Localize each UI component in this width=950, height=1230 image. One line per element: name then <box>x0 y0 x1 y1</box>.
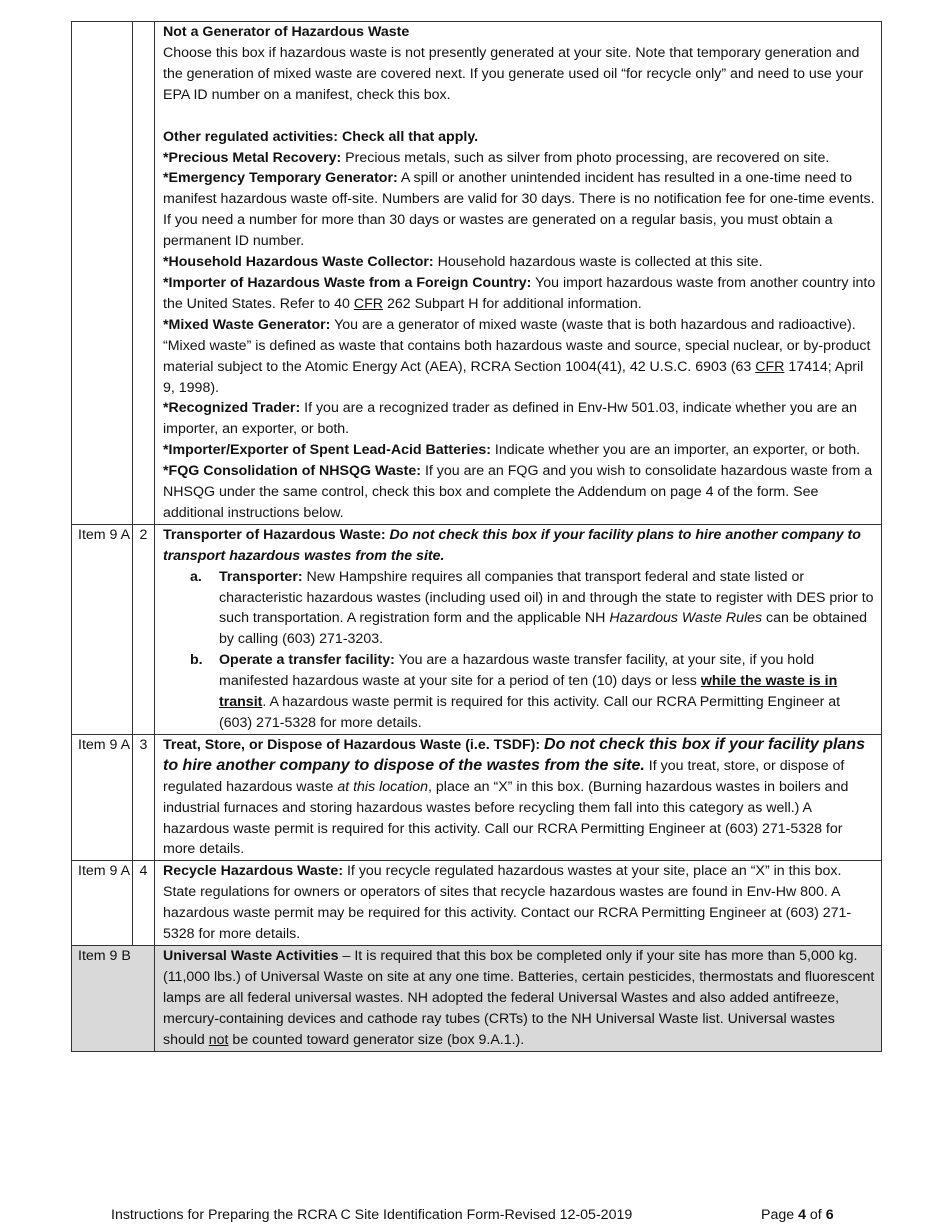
item-cell: Item 9 A <box>72 861 133 946</box>
transporter-warning: Do not check this box if your facility plans to hire another company to transport hazardous wastes from the site. <box>163 526 861 564</box>
precious-metal-entry: *Precious Metal Recovery: Precious metals, such as silver from photo processing, are recovered on site. <box>163 149 830 166</box>
fqg-consolidation-entry: *FQG Consolidation of NHSQG Waste: If you are an FQG and you wish to consolidate hazardous waste from a NHSQG under the same control, check this box and complete the Addendum on page 4 of the form. See additional instructions below. <box>163 463 873 521</box>
table-row-tsdf <box>72 734 882 860</box>
number-cell <box>133 22 155 525</box>
recognized-trader-entry: *Recognized Trader: If you are a recognized trader as defined in Env-Hw 501.03, indicate whether you are an importer, an exporter, or both. <box>163 400 857 438</box>
subitem-transporter: a. Transporter: New Hampshire requires all companies that transport federal and state listed or characteristic hazardous wastes (including used oil) in and through the state to register with DES prior to such transportation. A registration form and the applicable NH Hazardous Waste Rules can be obtained by calling (603) 271-3203. <box>190 568 874 648</box>
recycle-entry: Recycle Hazardous Waste: If you recycle regulated hazardous wastes at your site, place an “X” in this box. State regulations for owners or operators of sites that recycle hazardous wastes are found in Env-Hw 800. A hazardous waste permit may be required for this activity. Contact our RCRA Permitting Engineer at (603) 271-5328 for more details. <box>163 863 852 943</box>
table-row-recycle <box>72 861 882 946</box>
transporter-subitems <box>163 567 876 734</box>
instructions-table <box>71 21 882 1052</box>
mixed-waste-entry: *Mixed Waste Generator: You are a generator of mixed waste (waste that is both hazardous and radioactive). “Mixed waste” is defined as waste that contains both hazardous waste and source, special nuclear, or by-product material subject to the Atomic Energy Act (AEA), RCRA Section 1004(41), 42 U.S.C. 6903 (63 CFR 17414; April 9, 1998). <box>163 316 871 396</box>
universal-waste-entry: Universal Waste Activities – It is required that this box be completed only if your site has more than 5,000 kg. (11,000 lbs.) of Universal Waste on site at any one time. Batteries, certain pesticides, thermostats and fluorescent lamps are all federal universal wastes. NH adopted the federal Universal Wastes and also added antifreeze, mercury-containing devices and cathode ray tubes (CRTs) to the NH Universal Waste list. Universal wastes should not be counted toward generator size (box 9.A.1.). <box>163 947 875 1048</box>
description-cell <box>155 22 882 525</box>
tsdf-entry: Treat, Store, or Dispose of Hazardous Waste (i.e. TSDF): Do not check this box if your facility plans to hire another company to dispose of the wastes from the site. If you treat, store, or dispose of regulated hazardous waste at this location, place an “X” in this box. (Burning hazardous wastes in boilers and industrial furnaces and storing hazardous wastes before recycling them fall into this category as well.) A hazardous waste permit is required for this activity. Call our RCRA Permitting Engineer at (603) 271-5328 for more details. <box>163 735 865 858</box>
other-activities-heading: Other regulated activities: Check all that apply. <box>163 128 479 145</box>
importer-entry: *Importer of Hazardous Waste from a Foreign Country: You import hazardous waste from another country into the United States. Refer to 40 CFR 262 Subpart H for additional information. <box>163 274 876 312</box>
item-cell: Item 9 B <box>72 945 155 1051</box>
description-cell <box>155 524 882 734</box>
item-cell: Item 9 A <box>72 734 133 860</box>
page-number: Page 4 of 6 <box>761 1207 834 1223</box>
emergency-generator-entry: *Emergency Temporary Generator: A spill or another unintended incident has resulted in a one-time need to manifest hazardous waste off-site. Numbers are valid for 30 days. There is no notification fee for one-time events. If you need a number for more than 30 days or wastes are generated on a regular basis, you must obtain a permanent ID number. <box>163 170 875 250</box>
not-generator-title: Not a Generator of Hazardous Waste <box>163 24 410 40</box>
number-cell: 2 <box>133 524 155 734</box>
item-cell: Item 9 A <box>72 524 133 734</box>
table-row-universal-waste <box>72 945 882 1051</box>
description-cell <box>155 861 882 946</box>
not-generator-body: Choose this box if hazardous waste is not presently generated at your site. Note that temporary generation and the generation of mixed waste are covered next. If you generate used oil “for recycle only” and need to use your EPA ID number on a manifest, check this box. <box>163 44 864 103</box>
table-row-continued <box>72 22 882 525</box>
number-cell: 3 <box>133 734 155 860</box>
description-cell <box>155 734 882 860</box>
transporter-title: Transporter of Hazardous Waste: <box>163 526 390 543</box>
item-cell <box>72 22 133 525</box>
lead-acid-entry: *Importer/Exporter of Spent Lead-Acid Batteries: Indicate whether you are an importer, an exporter, or both. <box>163 442 861 459</box>
description-cell <box>155 945 882 1051</box>
table-row-transporter <box>72 524 882 734</box>
household-collector-entry: *Household Hazardous Waste Collector: Household hazardous waste is collected at this site. <box>163 254 763 271</box>
number-cell: 4 <box>133 861 155 946</box>
footer-title: Instructions for Preparing the RCRA C Site Identification Form-Revised 12-05-2019 <box>111 1207 633 1223</box>
subitem-transfer-facility: b. Operate a transfer facility: You are a hazardous waste transfer facility, at your site, if you hold manifested hazardous waste at your site for a period of ten (10) days or less while the waste is in transit. A hazardous waste permit is required for this activity. Call our RCRA Permitting Engineer at (603) 271-5328 for more details. <box>190 652 841 731</box>
